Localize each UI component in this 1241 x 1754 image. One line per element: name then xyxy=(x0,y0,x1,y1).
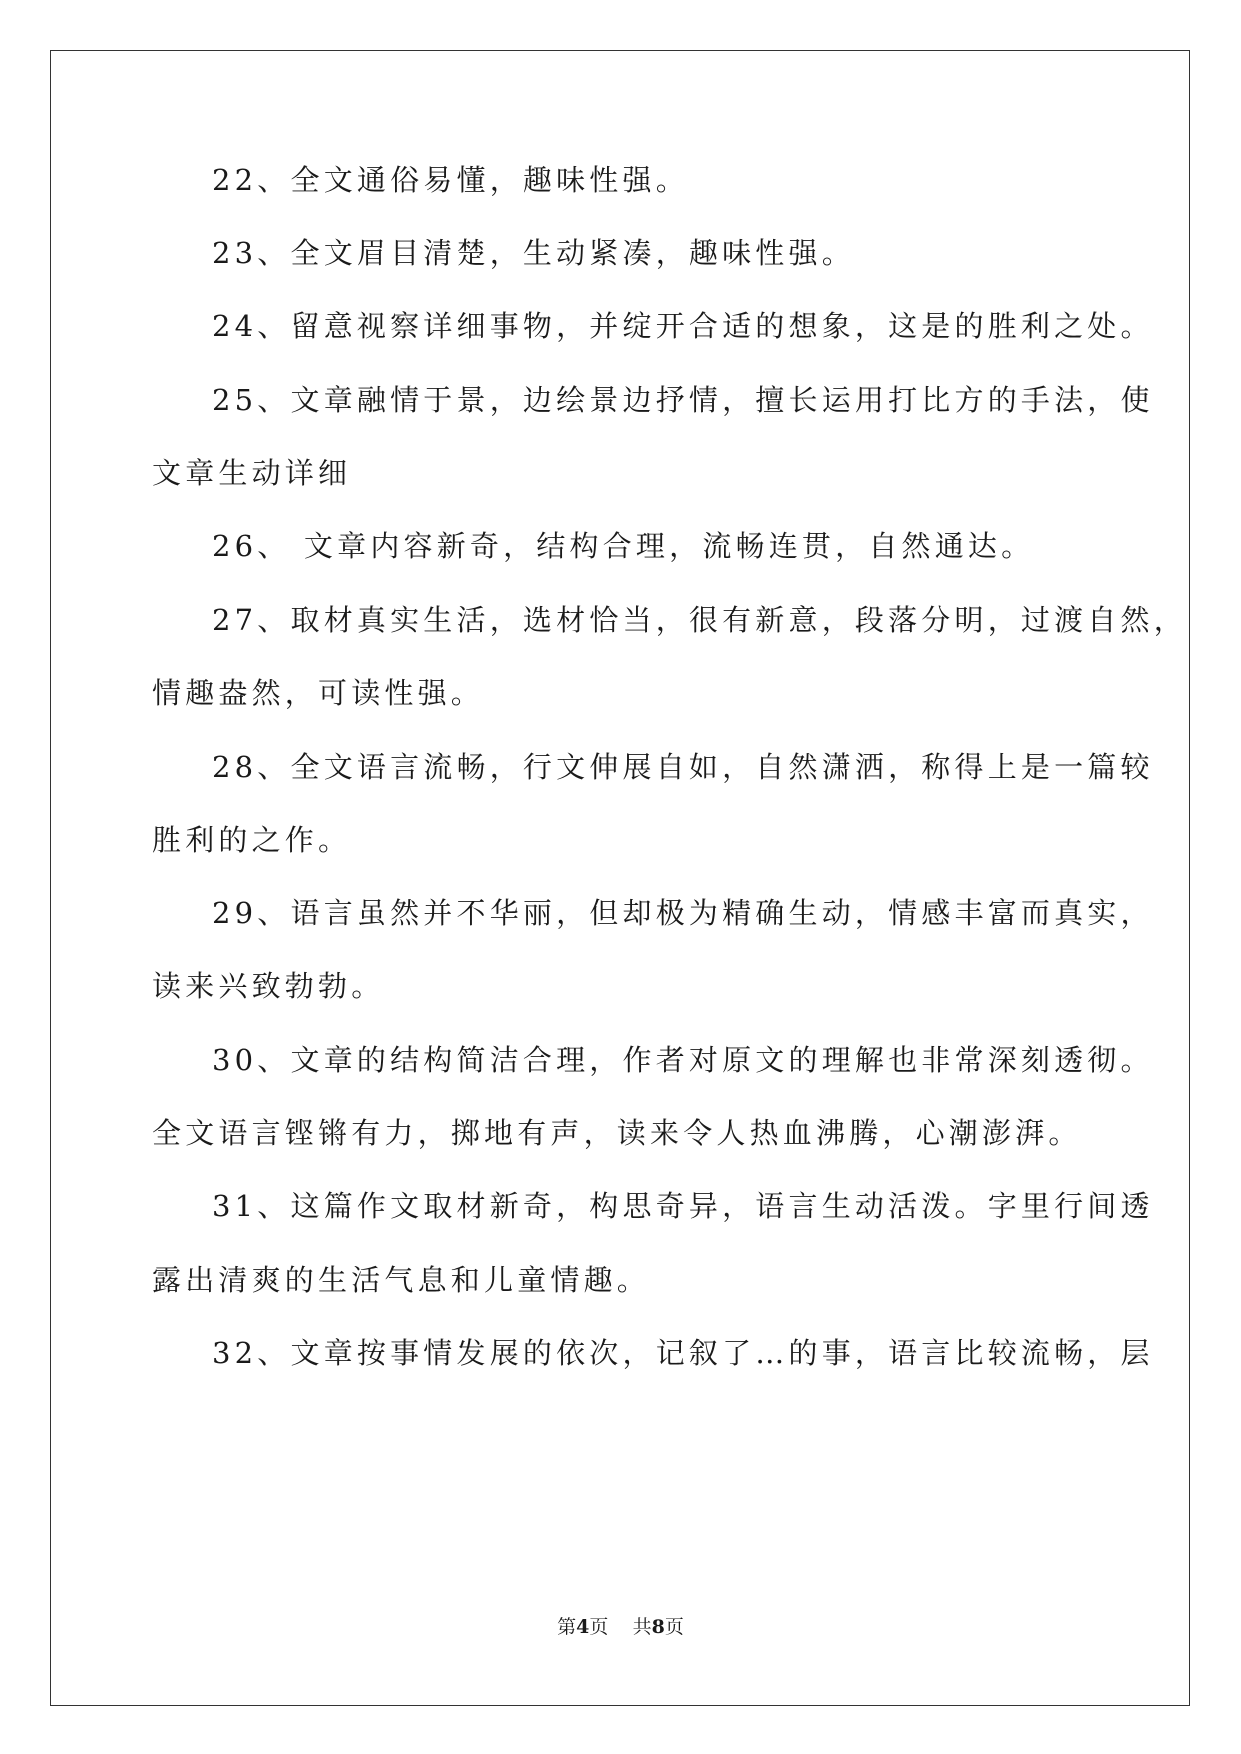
paragraph-line: 32、文章按事情发展的依次，记叙了…的事，语言比较流畅，层 xyxy=(212,1336,1154,1370)
paragraph-line: 22、全文通俗易懂，趣味性强。 xyxy=(212,163,689,197)
paragraph-line: 31、这篇作文取材新奇，构思奇异，语言生动活泼。字里行间透 xyxy=(212,1189,1154,1223)
paragraph-line: 27、取材真实生活，选材恰当，很有新意，段落分明，过渡自然， xyxy=(212,603,1187,637)
footer-total-unit: 页 xyxy=(664,1616,684,1638)
paragraph-line: 文章生动详细 xyxy=(152,456,352,490)
paragraph-line: 30、文章的结构简洁合理，作者对原文的理解也非常深刻透彻。 xyxy=(212,1043,1154,1077)
page-footer xyxy=(0,1612,1241,1639)
paragraph-line: 24、留意视察详细事物，并绽开合适的想象，这是的胜利之处。 xyxy=(212,309,1154,343)
paragraph-line: 读来兴致勃勃。 xyxy=(152,969,385,1003)
paragraph-line: 28、全文语言流畅，行文伸展自如，自然潇洒，称得上是一篇较 xyxy=(212,750,1154,784)
footer-page-unit: 页 xyxy=(589,1616,609,1638)
paragraph-line: 情趣盎然，可读性强。 xyxy=(152,676,485,710)
paragraph-line: 29、语言虽然并不华丽，但却极为精确生动，情感丰富而真实， xyxy=(212,896,1154,930)
page-border xyxy=(50,50,1190,1706)
paragraph-line: 26、 文章内容新奇，结构合理，流畅连贯，自然通达。 xyxy=(212,529,1035,563)
footer-total-prefix: 共 xyxy=(632,1616,652,1638)
paragraph-line: 胜利的之作。 xyxy=(152,823,352,857)
footer-page-number: 4 xyxy=(576,1616,590,1638)
paragraph-line: 23、全文眉目清楚，生动紧凑，趣味性强。 xyxy=(212,236,855,270)
paragraph-line: 25、文章融情于景，边绘景边抒情，擅长运用打比方的手法，使 xyxy=(212,383,1154,417)
paragraph-line: 露出清爽的生活气息和儿童情趣。 xyxy=(152,1263,651,1297)
paragraph-line: 全文语言铿锵有力，掷地有声，读来令人热血沸腾，心潮澎湃。 xyxy=(152,1116,1082,1150)
footer-total-pages: 8 xyxy=(651,1616,665,1638)
footer-page-prefix: 第 xyxy=(557,1616,577,1638)
